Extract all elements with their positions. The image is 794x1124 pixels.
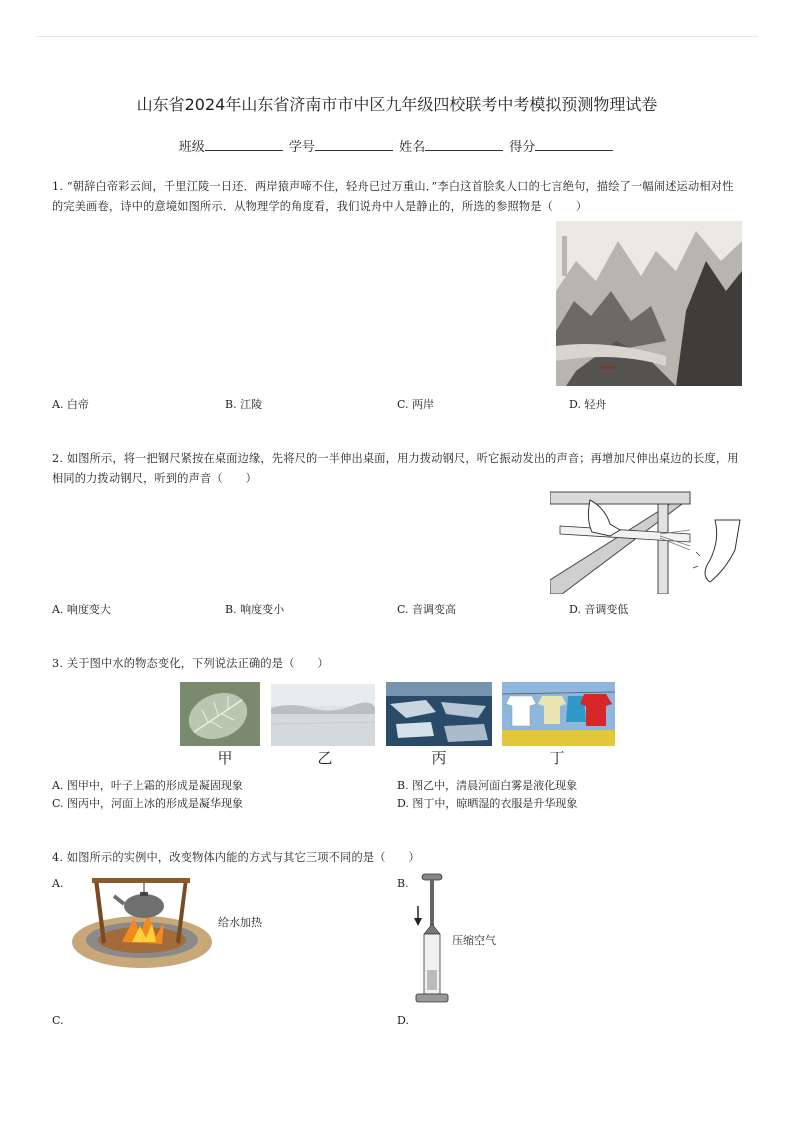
class-label: 班级	[178, 140, 205, 155]
river-ice-image	[386, 682, 492, 746]
q2-option-a[interactable]: A. 响度变大	[52, 603, 111, 616]
q3-option-d[interactable]: D. 图丁中，晾晒湿的衣服是升华现象	[397, 797, 578, 810]
q2-option-b[interactable]: B. 响度变小	[225, 603, 285, 616]
kettle-fire-image	[68, 872, 216, 970]
q3-option-c[interactable]: C. 图丙中，河面上冰的形成是凝华现象	[52, 797, 244, 810]
drying-clothes-image	[502, 682, 615, 746]
q1-option-b[interactable]: B. 江陵	[225, 398, 263, 411]
id-blank[interactable]	[315, 139, 393, 151]
caption-ding: 丁	[549, 749, 565, 767]
name-blank[interactable]	[425, 139, 503, 151]
compress-air-label: 压缩空气	[452, 934, 496, 947]
top-divider	[36, 36, 758, 37]
score-label: 得分	[509, 140, 536, 155]
question-2-text: 2. 如图所示，将一把钢尺紧按在桌面边缘，先将尺的一半伸出桌面，用力拨动钢尺，听它振动发出的声音；再增加尺伸出桌边的长度，用相同的力拨动钢尺，听到的声音（ ）	[52, 452, 739, 485]
page-title: 山东省2024年山东省济南市市中区九年级四校联考中考模拟预测物理试卷	[136, 95, 658, 114]
question-3-text: 3. 关于图中水的物态变化，下列说法正确的是（ ）	[52, 657, 329, 670]
heating-water-label: 给水加热	[218, 916, 262, 929]
q1-option-c[interactable]: C. 两岸	[397, 398, 435, 411]
caption-jia: 甲	[217, 749, 233, 767]
air-compression-tube-image	[410, 872, 454, 1012]
id-label: 学号	[288, 140, 315, 155]
score-blank[interactable]	[535, 139, 613, 151]
question-1-text: 1. “朝辞白帝彩云间，千里江陵一日还．两岸猿声啼不住，轻舟已过万重山．”李白这首脍炙人口的七言绝句，描绘了一幅闹述运动相对性的完美画卷，诗中的意境如图所示．从物理学的角度看，我们说舟中人是静止的，所选的参照物是（ ）	[52, 180, 734, 213]
question-4-text: 4. 如图所示的实例中，改变物体内能的方式与其它三项不同的是（ ）	[52, 851, 420, 864]
landscape-painting-image	[556, 221, 742, 386]
q2-option-c[interactable]: C. 音调变高	[397, 603, 457, 616]
q1-option-d[interactable]: D. 轻舟	[569, 398, 607, 411]
caption-yi: 乙	[317, 749, 333, 767]
q3-option-a[interactable]: A. 图甲中，叶子上霜的形成是凝固现象	[52, 779, 243, 792]
q4-option-b[interactable]: B.	[397, 877, 409, 890]
class-blank[interactable]	[205, 139, 283, 151]
q1-option-a[interactable]: A. 白帝	[52, 398, 89, 411]
steel-ruler-image	[550, 490, 744, 594]
caption-bing: 丙	[431, 749, 447, 767]
student-info-line	[0, 136, 794, 155]
name-label: 姓名	[399, 140, 426, 155]
q3-option-b[interactable]: B. 图乙中，清晨河面白雾是液化现象	[397, 779, 578, 792]
q4-option-c[interactable]: C.	[52, 1014, 64, 1027]
frost-leaf-image	[180, 682, 260, 746]
river-fog-image	[271, 684, 375, 746]
q4-option-d[interactable]: D.	[397, 1014, 409, 1027]
q4-option-a[interactable]: A.	[52, 877, 64, 890]
q2-option-d[interactable]: D. 音调变低	[569, 603, 629, 616]
